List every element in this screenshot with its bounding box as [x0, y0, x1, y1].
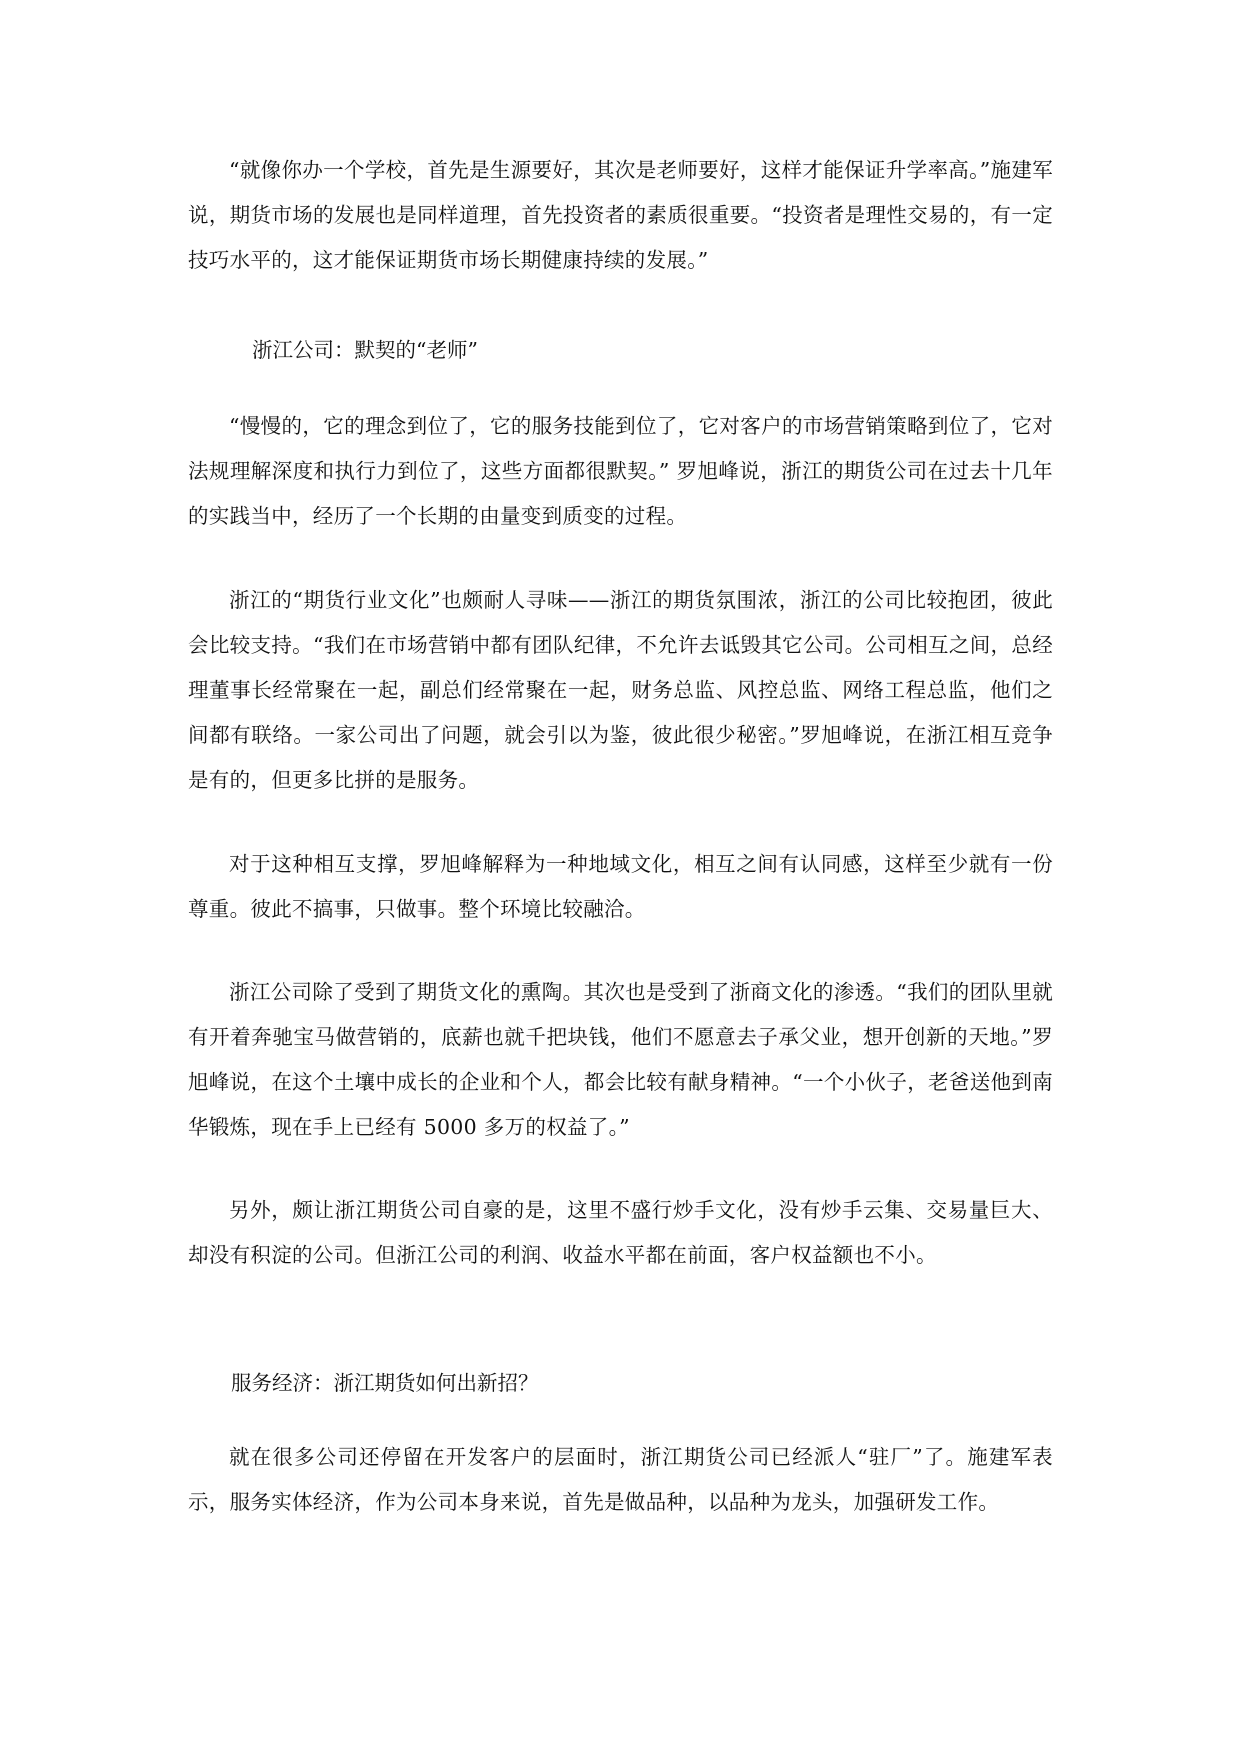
paragraph: 对于这种相互支撑，罗旭峰解释为一种地域文化，相互之间有认同感，这样至少就有一份尊重。彼此不搞事，只做事。整个环境比较融洽。 — [188, 852, 1053, 921]
paragraph: “慢慢的，它的理念到位了，它的服务技能到位了，它对客户的市场营销策略到位了，它对法规理解深度和执行力到位了，这些方面都很默契。” 罗旭峰说，浙江的期货公司在过去十几年的实践当中，经历了一个长期的由量变到质变的过程。 — [188, 414, 1053, 528]
paragraph: 浙江公司除了受到了期货文化的熏陶。其次也是受到了浙商文化的渗透。“我们的团队里就有开着奔驰宝马做营销的，底薪也就千把块钱，他们不愿意去子承父业，想开创新的天地。”罗旭峰说，在这个土壤中成长的企业和个人，都会比较有献身精神。“一个小伙子，老爸送他到南华锻炼，现在手上已经有 5000 多万的权益了。” — [188, 980, 1053, 1139]
paragraph: “就像你办一个学校，首先是生源要好，其次是老师要好，这样才能保证升学率高。”施建军说，期货市场的发展也是同样道理，首先投资者的素质很重要。“投资者是理性交易的，有一定技巧水平的，这才能保证期货市场长期健康持续的发展。” — [188, 158, 1053, 272]
paragraph: 另外，颇让浙江期货公司自豪的是，这里不盛行炒手文化，没有炒手云集、交易量巨大、却没有积淀的公司。但浙江公司的利润、收益水平都在前面，客户权益额也不小。 — [188, 1198, 1053, 1267]
paragraph: 浙江的“期货行业文化”也颇耐人寻味——浙江的期货氛围浓，浙江的公司比较抱团，彼此会比较支持。“我们在市场营销中都有团队纪律，不允许去诋毁其它公司。公司相互之间，总经理董事长经常聚在一起，副总们经常聚在一起，财务总监、风控总监、网络工程总监，他们之间都有联络。一家公司出了问题，就会引以为鉴，彼此很少秘密。”罗旭峰说，在浙江相互竞争是有的，但更多比拼的是服务。 — [188, 588, 1053, 792]
paragraph: 就在很多公司还停留在开发客户的层面时，浙江期货公司已经派人“驻厂”了。施建军表示，服务实体经济，作为公司本身来说，首先是做品种，以品种为龙头，加强研发工作。 — [188, 1445, 1053, 1514]
section-heading: 服务经济：浙江期货如何出新招？ — [231, 1371, 539, 1395]
section-heading: 浙江公司：默契的“老师” — [252, 338, 478, 362]
